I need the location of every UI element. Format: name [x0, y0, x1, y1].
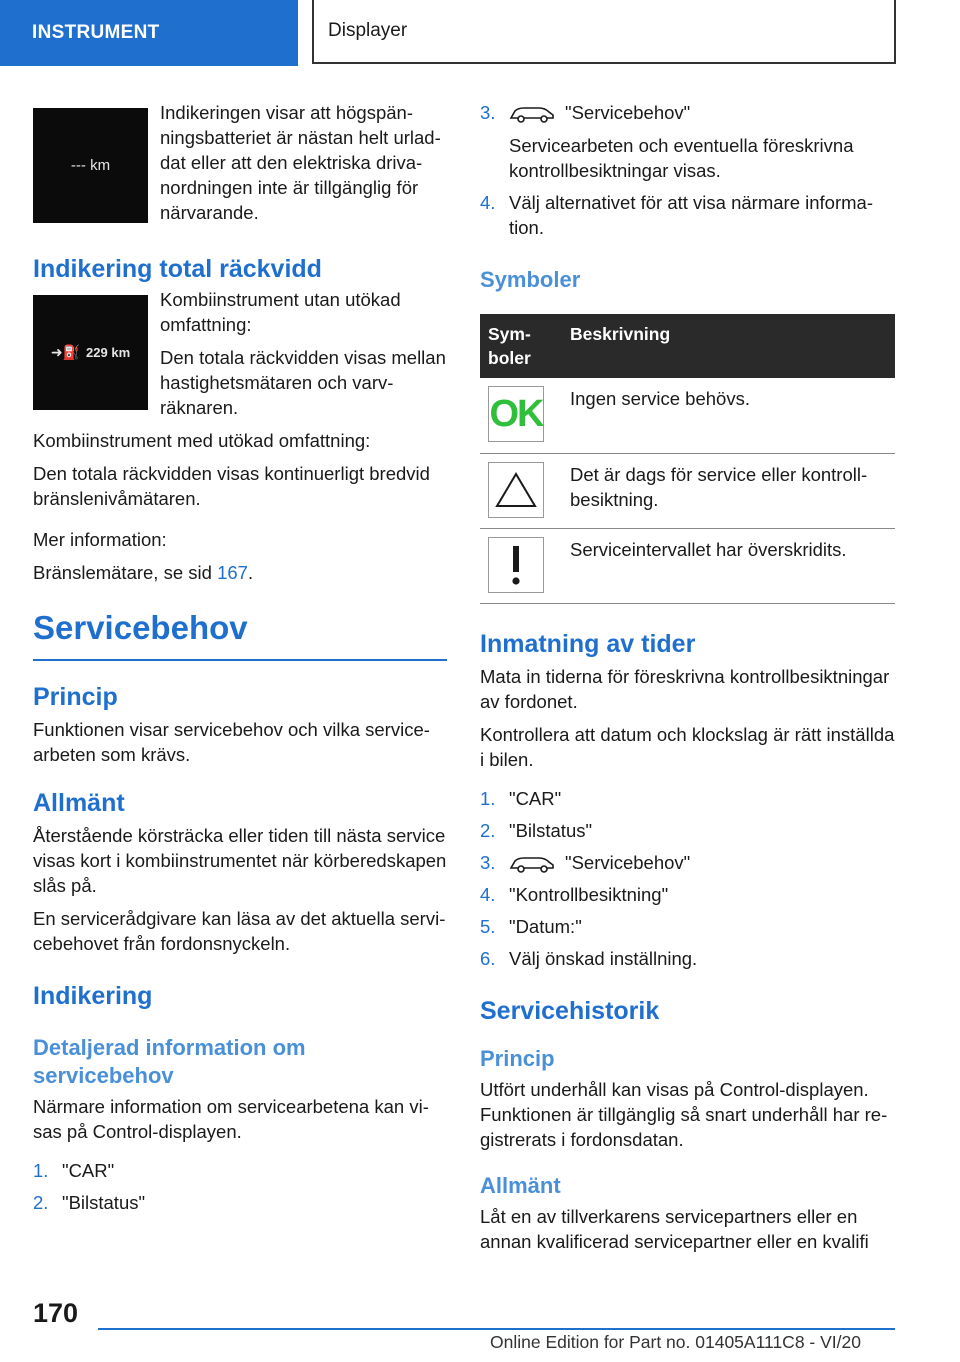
list-item: 2. "Bilstatus" [480, 819, 593, 841]
list-item: 1. "CAR" [480, 787, 562, 809]
paragraph: Närmare information om servicearbetena kan visas på Control-displayen. [33, 1096, 429, 1142]
range-empty-text: Indikeringen visar att högspänningsbatteriet är nästan helt urladdat eller att den elektriska drivanordningen inte är tillgänglig för närvarande. [160, 102, 441, 223]
heading-detaljerad: Detaljerad information om servicebehov [33, 1035, 306, 1088]
total-range-text [160, 287, 447, 428]
section-tab: INSTRUMENT [0, 0, 298, 66]
cross-reference: Bränslemätare, se sid 167. [33, 562, 254, 583]
table-header-row [480, 314, 895, 378]
heading-indikering: Indikering [33, 982, 153, 1010]
table-row [480, 378, 895, 453]
symbol-description: Ingen service behövs. [562, 378, 895, 453]
list-item: 6. Välj önskad inställning. [480, 947, 698, 969]
list-item: 2. "Bilstatus" [33, 1192, 146, 1213]
ok-icon: OK [488, 386, 544, 442]
paragraph: Återstående körsträcka eller tiden till nästa service visas kort i kombiinstrumentet när körberedskapen slås på. [33, 825, 447, 896]
car-service-icon [509, 105, 555, 123]
table-row [480, 528, 895, 603]
heading-allmant: Allmänt [480, 1172, 561, 1198]
list-item: 4. "Kontrollbesiktning" [480, 883, 669, 905]
symbol-description: Serviceintervallet har överskridits. [562, 528, 895, 603]
list-item: 4. Välj alternativet för att visa närmare information. [480, 192, 873, 238]
paragraph: Mer information: [33, 529, 167, 550]
symbols-table [480, 314, 895, 604]
heading-servicebehov: Servicebehov [33, 609, 447, 661]
list-item: 3. "Servicebehov" Servicearbeten och eventuella föreskrivna kontrollbesiktningar visas. [480, 100, 895, 183]
paragraph: Funktionen visar servicebehov och vilka servicearbeten som krävs. [33, 719, 430, 765]
heading-princip: Princip [33, 683, 118, 711]
table-row [480, 453, 895, 528]
range-empty-block [33, 100, 447, 233]
steps-list-continued [480, 100, 895, 240]
column-header: Beskrivning [562, 314, 895, 378]
total-range-image [33, 295, 148, 410]
symbol-description: Det är dags för service eller kontrollbesiktning. [562, 453, 895, 528]
paragraph: Låt en av tillverkarens servicepartners eller en annan kvalificerad servicepartner eller en kvalifi [480, 1205, 869, 1252]
paragraph: En servicerådgivare kan läsa av det aktuella servicebehovet från fordonsnyckeln. [33, 908, 446, 954]
page-header [0, 0, 960, 66]
range-display-value: --- km [70, 157, 111, 174]
list-item: 5. "Datum:" [480, 915, 582, 937]
column-header: Symboler [480, 314, 562, 378]
left-column [33, 100, 447, 1223]
right-column [480, 100, 895, 1262]
page-link[interactable]: 167 [217, 562, 248, 583]
paragraph: Den totala räckvidden visas mellan hastighetsmätaren och varvräknaren. [160, 347, 446, 418]
list-item: 1. "CAR" [33, 1160, 115, 1181]
fuel-arrow-icon: ➜⛽ [50, 344, 81, 360]
paragraph: Kombiinstrument utan utökad omfattning: [160, 289, 401, 335]
heading-inmatning: Inmatning av tider [480, 629, 696, 658]
range-display-image [33, 108, 148, 223]
footer-divider [98, 1328, 895, 1330]
paragraph: Utfört underhåll kan visas på Control-displayen. Funktionen är tillgänglig så snart underhåll har registrerats i fordonsdatan. [480, 1078, 888, 1150]
page-number: 170 [33, 1298, 79, 1328]
heading-total-range: Indikering total räckvidd [33, 255, 322, 283]
chapter-title: Displayer [312, 0, 896, 64]
paragraph: Kombiinstrument med utökad omfattning: [33, 430, 371, 451]
list-item: 3. "Servicebehov" [480, 851, 691, 873]
step-description: Servicearbeten och eventuella föreskrivna kontrollbesiktningar visas. [509, 135, 854, 181]
car-service-icon [509, 855, 555, 873]
steps-list [33, 1158, 447, 1215]
exclamation-icon [488, 537, 544, 593]
paragraph: Kontrollera att datum och klockslag är rätt inställda i bilen. [480, 723, 895, 770]
heading-servicehistorik: Servicehistorik [480, 996, 660, 1025]
heading-princip: Princip [480, 1045, 555, 1071]
paragraph: Den totala räckvidden visas kontinuerligt bredvid bränslenivåmätaren. [33, 463, 430, 509]
input-steps-list [480, 786, 895, 971]
paragraph: Mata in tiderna för föreskrivna kontrollbesiktningar av fordonet. [480, 665, 890, 712]
footer-edition: Online Edition for Part no. 01405A111C8 - VI/20 [490, 1332, 861, 1352]
warning-triangle-icon [488, 462, 544, 518]
heading-allmant: Allmänt [33, 789, 125, 817]
total-range-block [33, 287, 447, 428]
heading-symboler: Symboler [480, 267, 581, 292]
total-range-value: 229 km [86, 345, 131, 360]
